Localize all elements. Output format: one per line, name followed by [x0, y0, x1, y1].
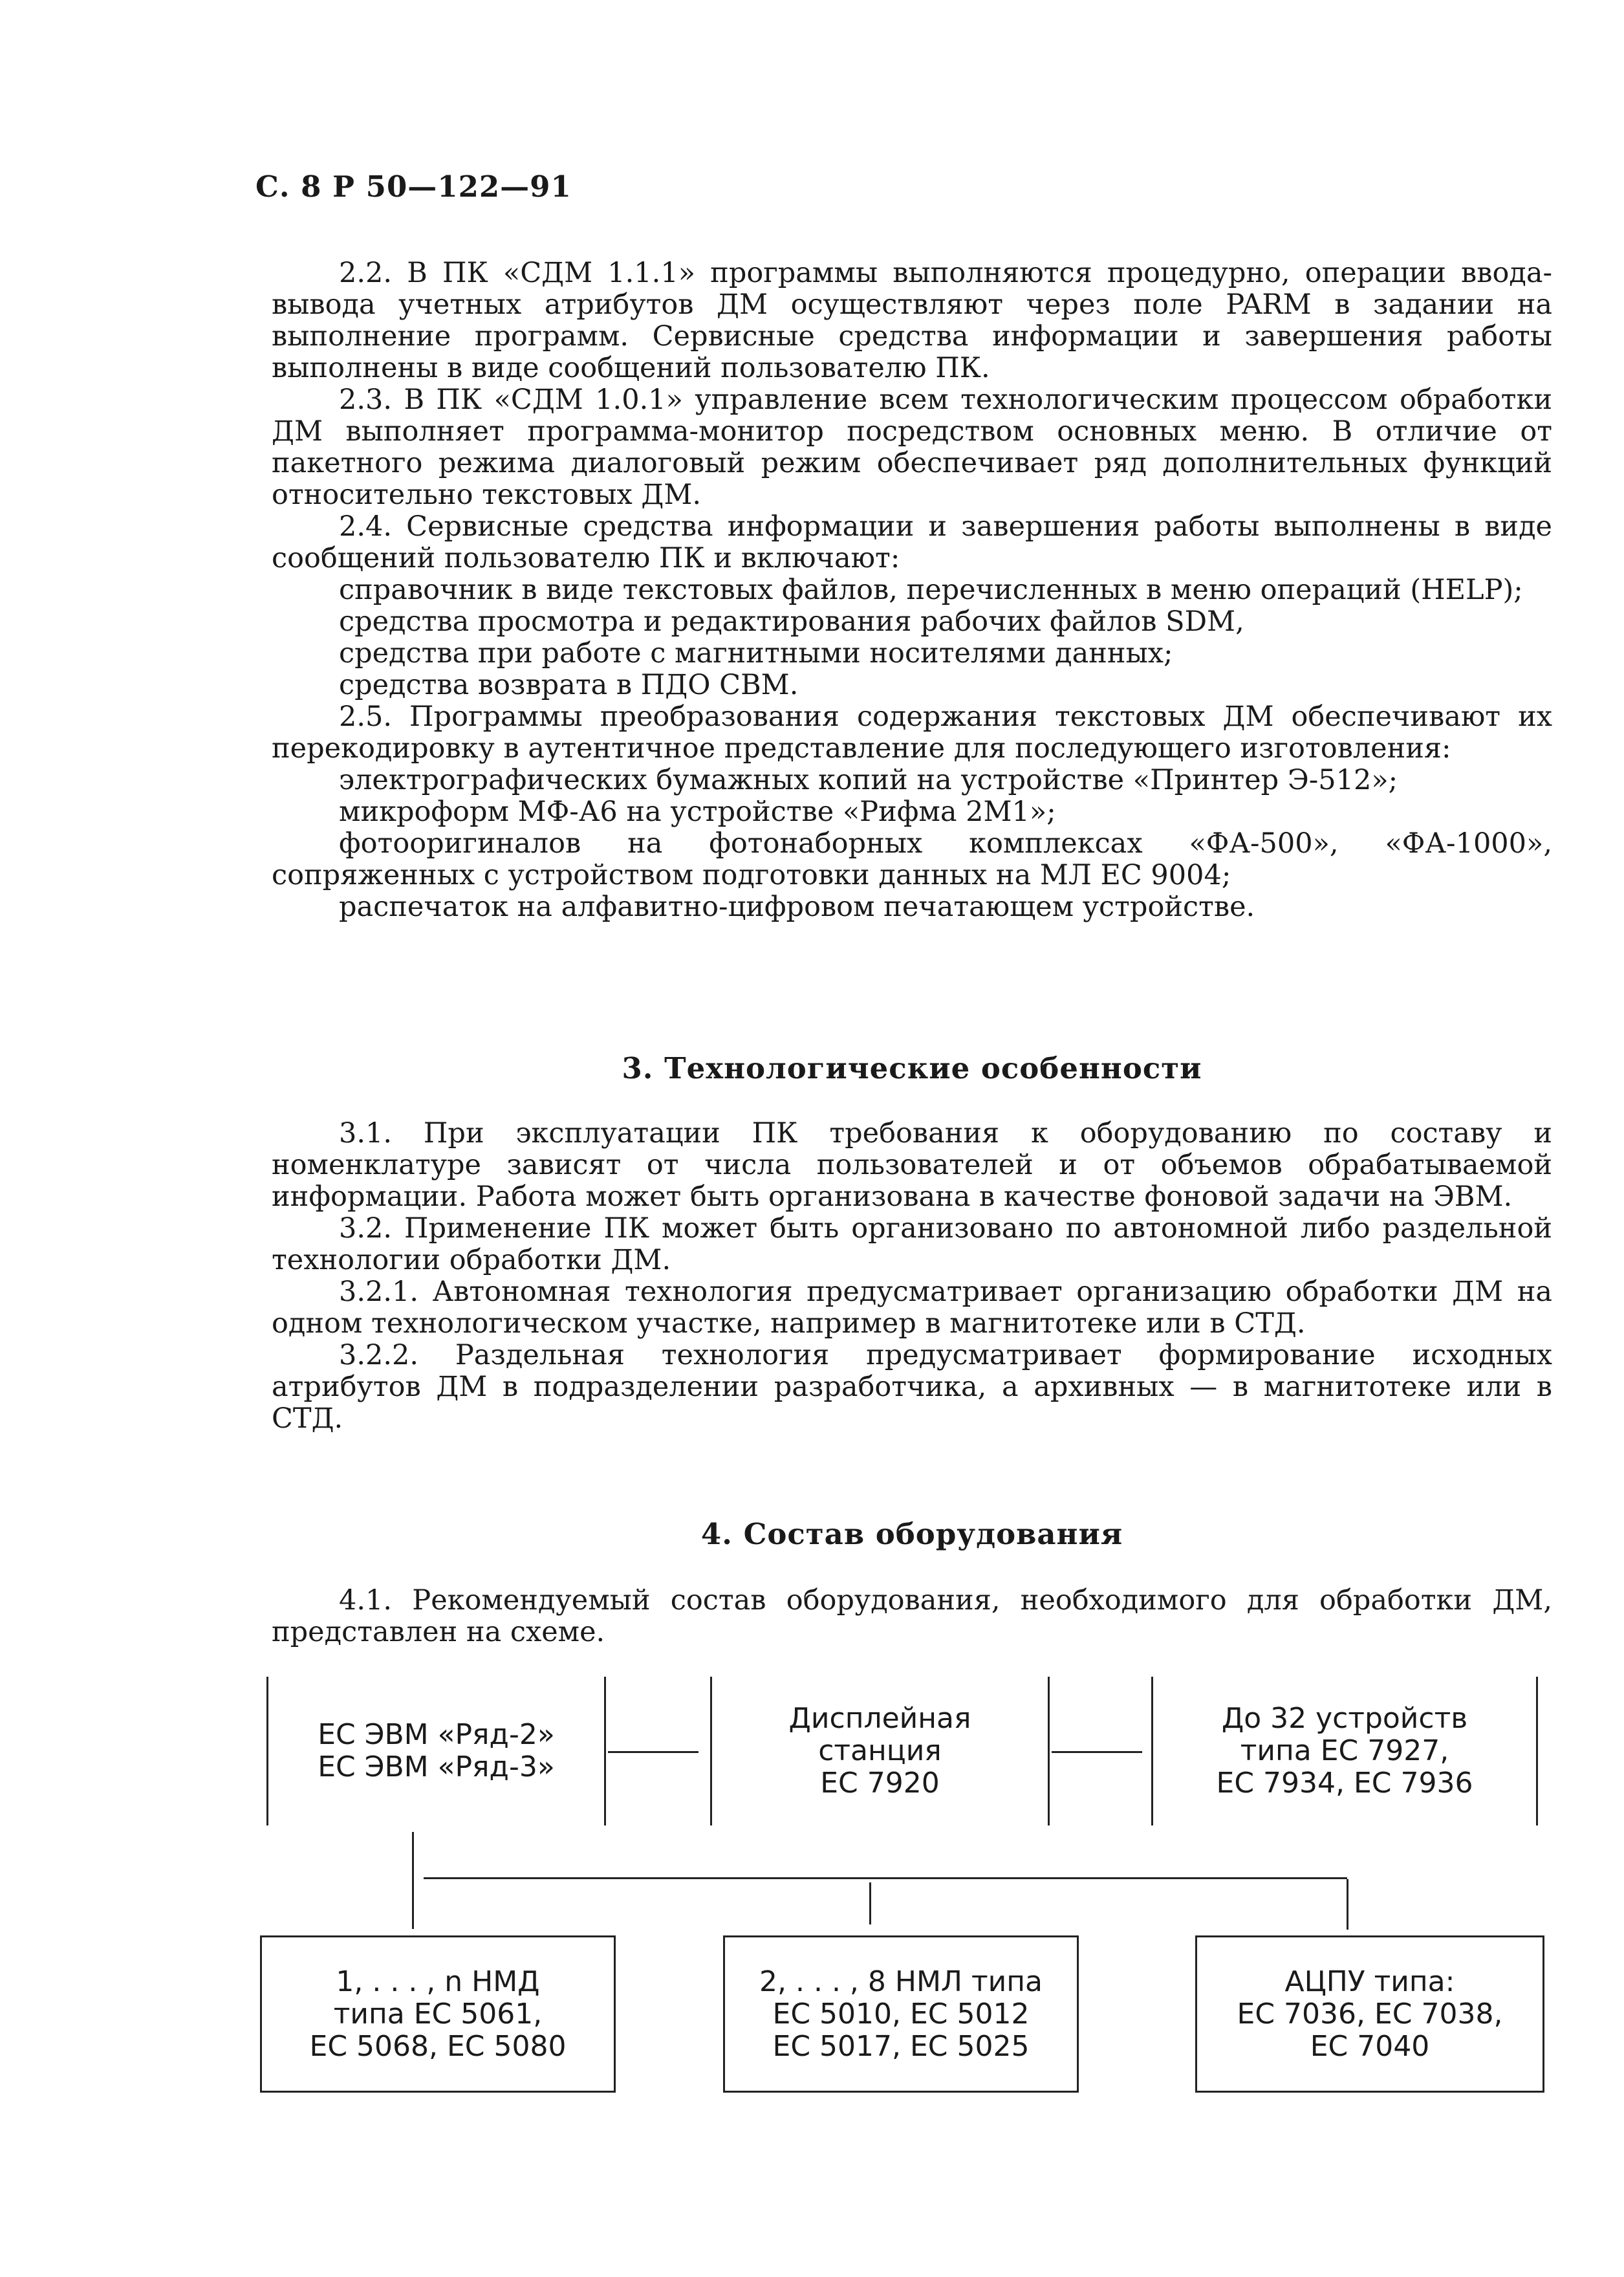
printer-box — [1195, 1935, 1544, 2093]
page-header: С. 8 Р 50—122—91 — [255, 169, 572, 204]
paragraph-3-2-1: 3.2.1. Автономная технология предусматривает организацию обработки ДМ на одном технологическом участке, например в магнитотеке или в СТД. — [272, 1276, 1552, 1340]
display-station-box — [710, 1677, 1050, 1825]
printer-line-3: ЕС 7040 — [1310, 2029, 1430, 2063]
paragraph-2-5: 2.5. Программы преобразования содержания текстовых ДМ обеспечивают их перекодировку в аутентичное представление для последующего изготовления: — [272, 701, 1552, 765]
list-item-return: средства возврата в ПДО СВМ. — [339, 669, 799, 701]
connector-bus — [424, 1877, 1347, 1879]
paragraph-2-2: 2.2. В ПК «СДМ 1.1.1» программы выполняются процедурно, операции ввода-вывода учетных атрибутов ДМ осуществляют через поле PARM в задании на выполнение программ. Сервисные средства информации и завершения работы выполнены в виде сообщений пользователю ПК. — [272, 257, 1552, 384]
paragraph-3-2-2: 3.2.2. Раздельная технология предусматривает формирование исходных атрибутов ДМ в подразделении разработчика, а архивных — в магнитотеке или в СТД. — [272, 1339, 1552, 1435]
connector-to-disks — [412, 1882, 414, 1929]
disk-drives-box — [260, 1935, 616, 2093]
display-station-line-1: Дисплейная — [788, 1702, 971, 1735]
tape-drives-line-1: 2, . . . , 8 НМЛ типа — [759, 1965, 1043, 1998]
paragraph-2-3: 2.3. В ПК «СДМ 1.0.1» управление всем технологическим процессом обработки ДМ выполняет программа-монитор посредством основных меню. В отличие от пакетного режима диалоговый режим обеспечивает ряд дополнительных функций относительно текстовых ДМ. — [272, 384, 1552, 511]
section-3-text — [272, 1118, 1552, 1435]
paragraph-4-1: 4.1. Рекомендуемый состав оборудования, необходимого для обработки ДМ, представлен на схеме. — [272, 1584, 1552, 1648]
list-item-help: справочник в виде текстовых файлов, перечисленных в меню операций (HELP); — [339, 574, 1523, 606]
connector-to-tapes — [869, 1882, 871, 1924]
connector-computer-down — [412, 1832, 414, 1885]
disk-drives-line-3: ЕС 5068, ЕС 5080 — [309, 2029, 567, 2063]
computer-line-2: ЕС ЭВМ «Ряд-3» — [318, 1750, 555, 1783]
terminals-line-2: типа ЕС 7927, — [1240, 1734, 1449, 1767]
list-item-photo-originals: фотооригиналов на фотонаборных комплексах «ФА-500», «ФА-1000», сопряженных с устройством подготовки данных на МЛ ЕС 9004; — [272, 827, 1552, 891]
paragraph-3-1: 3.1. При эксплуатации ПК требования к оборудованию по составу и номенклатуре зависят от числа пользователей и от объемов обрабатываемой информации. Работа может быть организована в качестве фоновой задачи на ЭВМ. — [272, 1117, 1552, 1213]
list-item-microform: микроформ МФ-А6 на устройстве «Рифма 2М1»; — [339, 796, 1056, 828]
tape-drives-line-2: ЕС 5010, ЕС 5012 — [772, 1997, 1030, 2031]
list-item-printer: электрографических бумажных копий на устройстве «Принтер Э-512»; — [339, 764, 1398, 796]
section-2-text — [272, 257, 1552, 923]
display-station-line-2: станция — [818, 1734, 942, 1767]
printer-line-2: ЕС 7036, ЕС 7038, — [1237, 1997, 1503, 2031]
terminals-line-1: До 32 устройств — [1221, 1702, 1468, 1735]
terminals-line-3: ЕС 7934, ЕС 7936 — [1216, 1767, 1473, 1800]
list-item-view-edit: средства просмотра и редактирования рабочих файлов SDM, — [339, 605, 1244, 638]
connector-display-terminals — [1052, 1751, 1142, 1753]
tape-drives-line-3: ЕС 5017, ЕС 5025 — [772, 2029, 1030, 2063]
paragraph-3-2: 3.2. Применение ПК может быть организовано по автономной либо раздельной технологии обработки ДМ. — [272, 1212, 1552, 1276]
section-4-title: 4. Состав оборудования — [700, 1517, 1123, 1551]
list-item-printouts: распечаток на алфавитно-цифровом печатающем устройстве. — [339, 891, 1255, 923]
computer-line-1: ЕС ЭВМ «Ряд-2» — [318, 1718, 555, 1751]
printer-line-1: АЦПУ типа: — [1284, 1965, 1455, 1998]
disk-drives-line-2: типа ЕС 5061, — [333, 1997, 543, 2031]
disk-drives-line-1: 1, . . . , n НМД — [336, 1965, 540, 1998]
section-4-text — [272, 1585, 1552, 1648]
connector-to-printer — [1347, 1879, 1348, 1930]
section-3-title: 3. Технологические особенности — [622, 1051, 1202, 1085]
paragraph-2-4: 2.4. Сервисные средства информации и завершения работы выполнены в виде сообщений пользователю ПК и включают: — [272, 510, 1552, 574]
tape-drives-box — [723, 1935, 1079, 2093]
list-item-magnetic-media: средства при работе с магнитными носителями данных; — [339, 637, 1173, 670]
display-station-line-3: ЕС 7920 — [820, 1767, 940, 1800]
computer-box — [266, 1677, 606, 1825]
terminals-box — [1151, 1677, 1538, 1825]
connector-computer-display — [608, 1751, 698, 1753]
